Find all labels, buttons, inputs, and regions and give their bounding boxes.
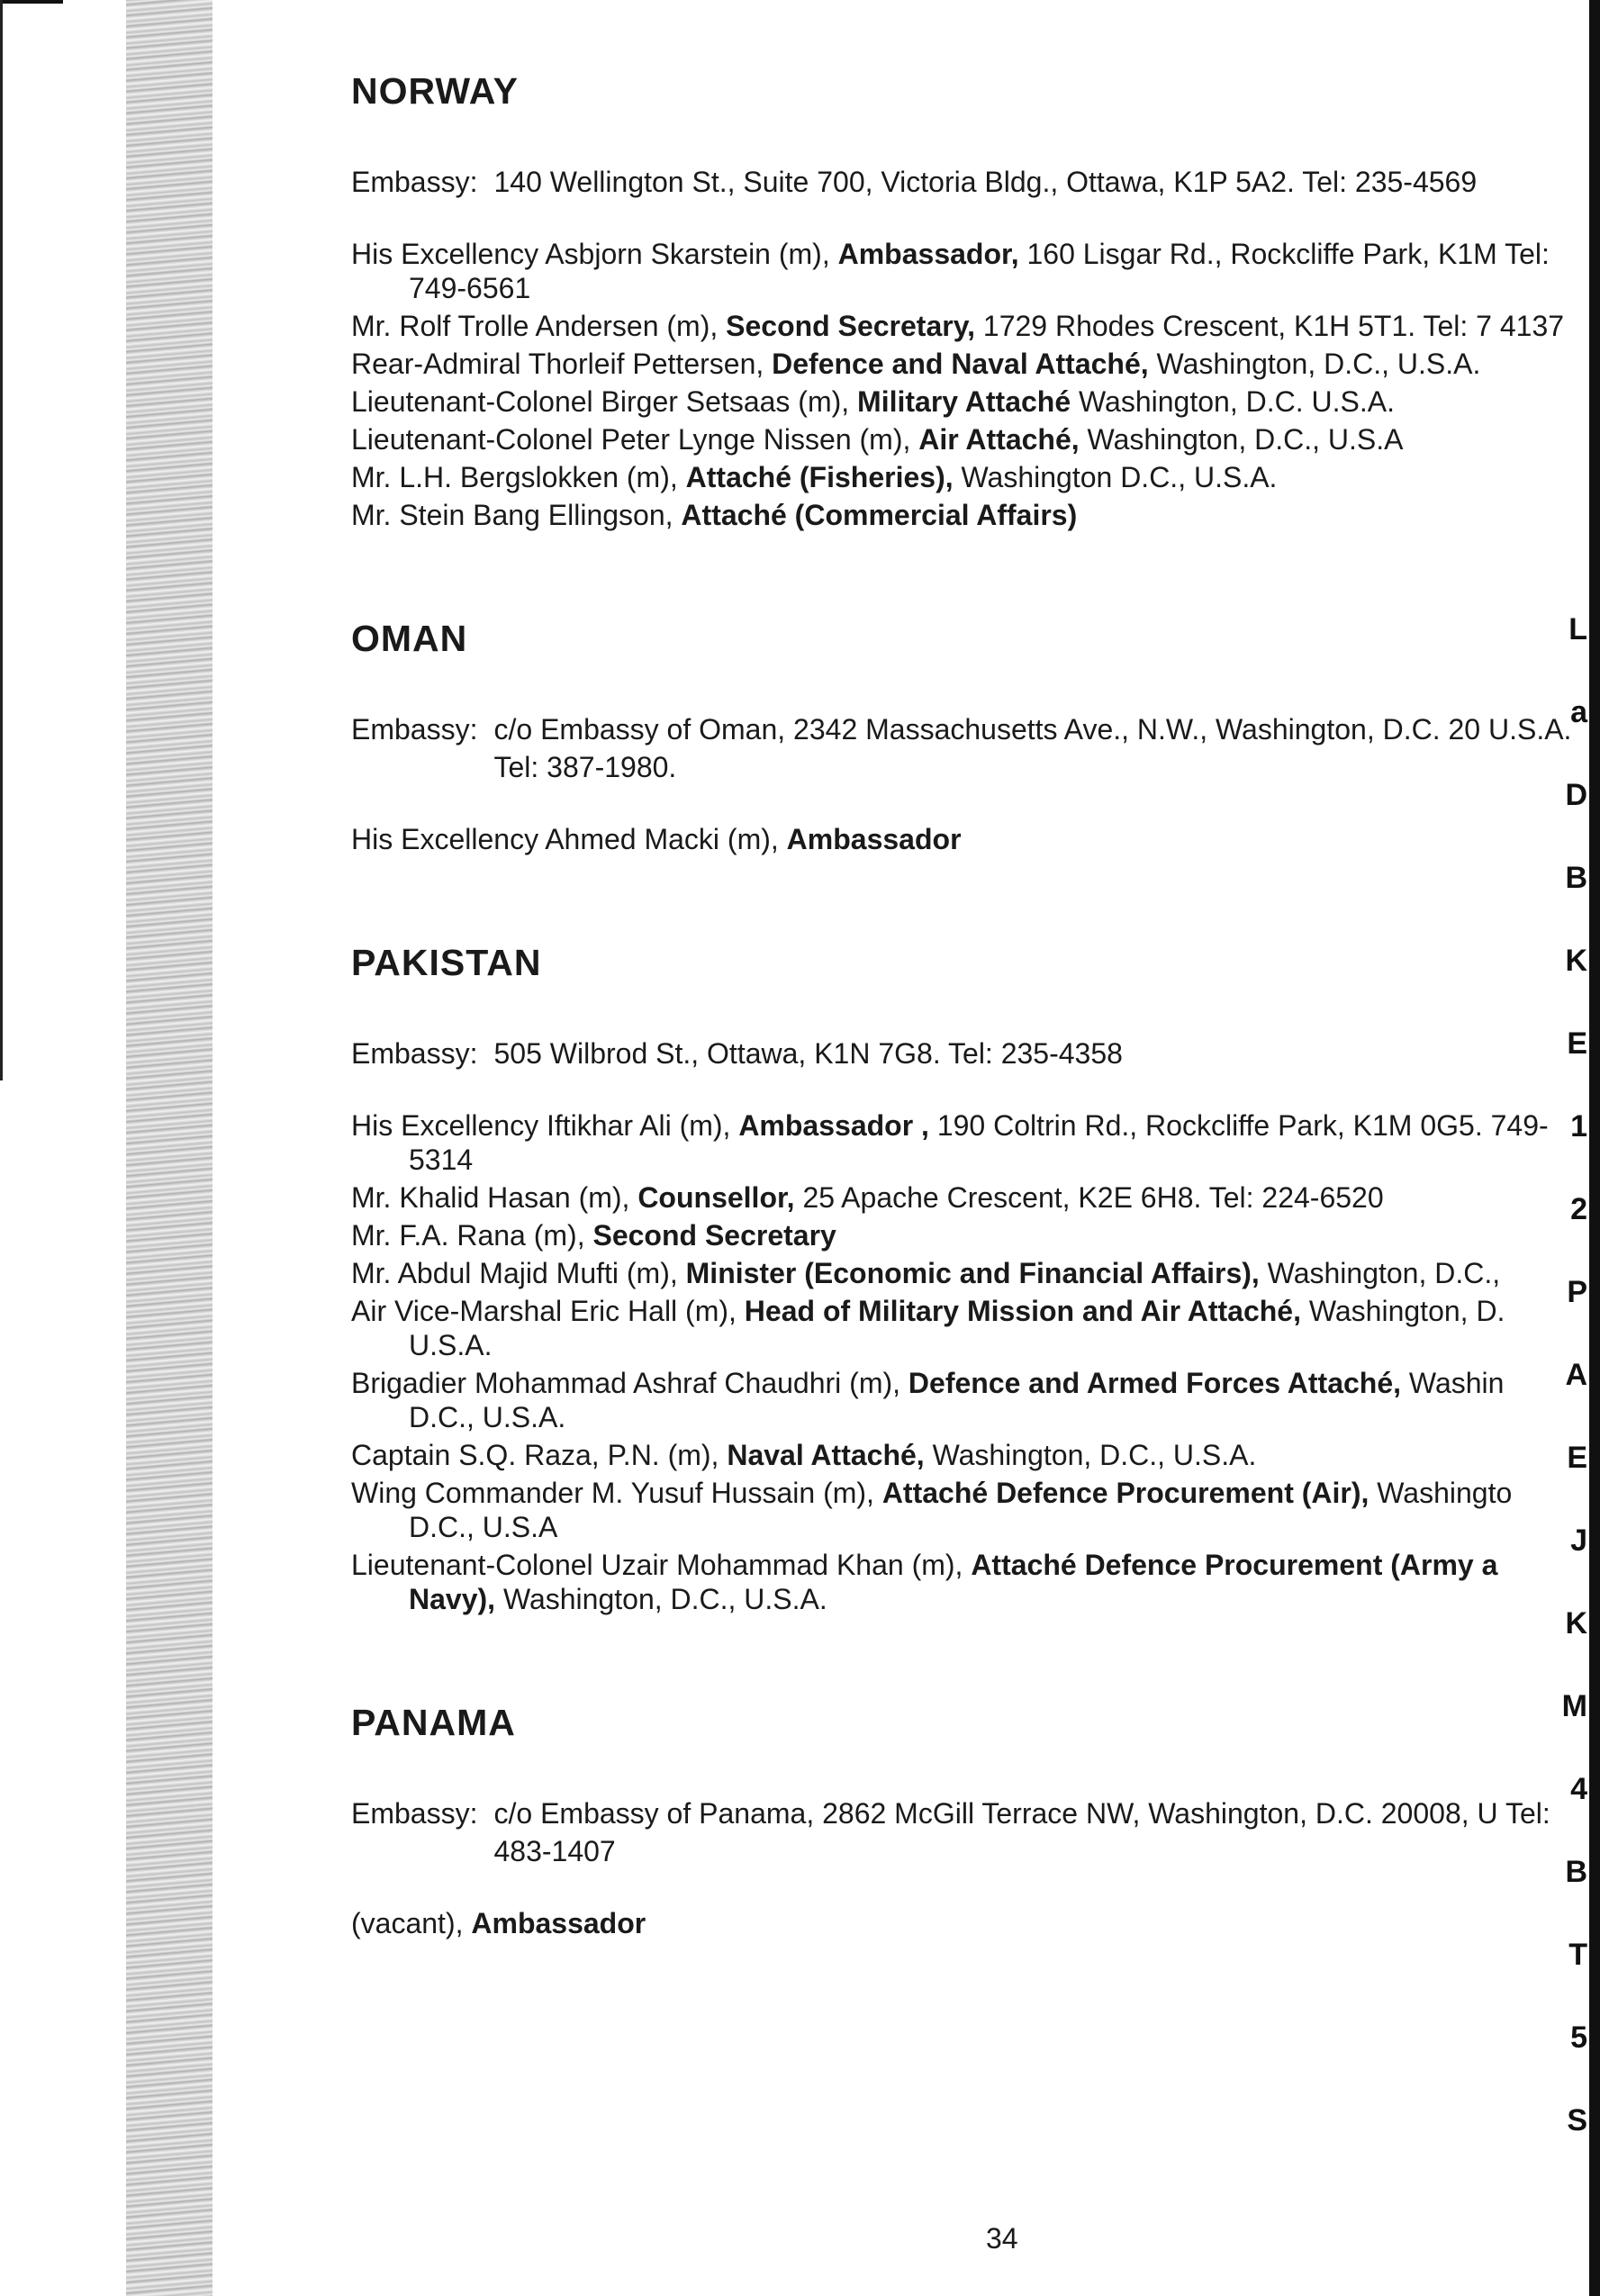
margin-fragment: B xyxy=(1565,1855,1587,1889)
embassy-label: Embassy: xyxy=(351,166,478,198)
section-pakistan xyxy=(351,942,1576,1616)
scanned-binding-edge xyxy=(126,0,212,2296)
margin-fragment: K xyxy=(1565,944,1587,978)
margin-fragment: a xyxy=(1570,695,1587,729)
staff-entry: Lieutenant-Colonel Peter Lynge Nissen (m), Air Attaché, Washington, D.C., U.S.A xyxy=(351,423,1404,456)
margin-fragment: 4 xyxy=(1570,1772,1587,1806)
country-heading: PAKISTAN xyxy=(351,942,542,983)
staff-entry: Wing Commander M. Yusuf Hussain (m), Attaché Defence Procurement (Air), Washingto D.C., U.S.A xyxy=(351,1477,1513,1543)
embassy-address: c/o Embassy of Oman, 2342 Massachusetts Ave., N.W., Washington, D.C. 20 U.S.A. Tel: 387-1980. xyxy=(493,713,1572,783)
embassy-line xyxy=(351,1794,1576,1870)
embassy-line xyxy=(351,710,1576,786)
staff-entry: Rear-Admiral Thorleif Pettersen, Defence and Naval Attaché, Washington, D.C., U.S.A. xyxy=(351,348,1481,380)
margin-fragment: K xyxy=(1565,1606,1587,1641)
embassy-line xyxy=(351,1035,1576,1072)
margin-fragment: P xyxy=(1567,1275,1587,1309)
embassy-label: Embassy: xyxy=(351,713,478,746)
staff-entry: His Excellency Iftikhar Ali (m), Ambassador , 190 Coltrin Rd., Rockcliffe Park, K1M 0G5. 749-5314 xyxy=(351,1109,1549,1176)
margin-fragment: 5 xyxy=(1570,2020,1587,2055)
country-heading: PANAMA xyxy=(351,1702,516,1743)
staff-entry: Mr. F.A. Rana (m), Second Secretary xyxy=(351,1219,836,1252)
country-heading: OMAN xyxy=(351,618,468,659)
page-content xyxy=(351,70,1576,2026)
embassy-label: Embassy: xyxy=(351,1797,478,1830)
embassy-line xyxy=(351,163,1576,201)
margin-fragment: A xyxy=(1565,1358,1587,1392)
margin-fragment: E xyxy=(1567,1026,1587,1061)
staff-entry: Captain S.Q. Raza, P.N. (m), Naval Attaché, Washington, D.C., U.S.A. xyxy=(351,1439,1257,1471)
scan-right-rule xyxy=(1589,0,1600,2296)
margin-fragment: J xyxy=(1570,1523,1587,1558)
scan-left-rule xyxy=(0,0,3,1080)
staff-entry: Mr. Stein Bang Ellingson, Attaché (Commercial Affairs) xyxy=(351,499,1078,531)
staff-entry: His Excellency Asbjorn Skarstein (m), Ambassador, 160 Lisgar Rd., Rockcliffe Park, K1M Tel: 749-6561 xyxy=(351,238,1550,304)
margin-fragment: S xyxy=(1567,2103,1587,2138)
section-norway xyxy=(351,70,1576,532)
embassy-address: 505 Wilbrod St., Ottawa, K1N 7G8. Tel: 235-4358 xyxy=(493,1037,1123,1070)
staff-list xyxy=(351,237,1576,532)
margin-fragment: 2 xyxy=(1570,1192,1587,1226)
staff-list xyxy=(351,1906,1576,1940)
staff-entry: Lieutenant-Colonel Birger Setsaas (m), Military Attaché Washington, D.C. U.S.A. xyxy=(351,385,1395,418)
staff-entry: (vacant), Ambassador xyxy=(351,1907,646,1939)
staff-entry: Mr. Abdul Majid Mufti (m), Minister (Economic and Financial Affairs), Washington, D.C., xyxy=(351,1257,1501,1289)
staff-entry: Lieutenant-Colonel Uzair Mohammad Khan (m), Attaché Defence Procurement (Army a Navy), Washington, D.C., U.S.A. xyxy=(351,1549,1498,1615)
section-panama xyxy=(351,1702,1576,1940)
margin-fragment: M xyxy=(1561,1689,1587,1723)
embassy-address: 140 Wellington St., Suite 700, Victoria Bldg., Ottawa, K1P 5A2. Tel: 235-4569 xyxy=(493,166,1478,198)
margin-fragment: T xyxy=(1568,1938,1587,1972)
staff-entry: Brigadier Mohammad Ashraf Chaudhri (m), Defence and Armed Forces Attaché, Washin D.C., U.S.A. xyxy=(351,1367,1505,1433)
staff-entry: Mr. L.H. Bergslokken (m), Attaché (Fisheries), Washington D.C., U.S.A. xyxy=(351,461,1278,493)
staff-entry: Mr. Khalid Hasan (m), Counsellor, 25 Apache Crescent, K2E 6H8. Tel: 224-6520 xyxy=(351,1181,1384,1214)
page-number: 34 xyxy=(986,2222,1018,2255)
margin-fragment: E xyxy=(1567,1441,1587,1475)
margin-fragment: D xyxy=(1565,778,1587,812)
margin-fragment: 1 xyxy=(1570,1109,1587,1143)
embassy-address: c/o Embassy of Panama, 2862 McGill Terrace NW, Washington, D.C. 20008, U Tel: 483-1407 xyxy=(493,1797,1550,1867)
staff-entry: Mr. Rolf Trolle Andersen (m), Second Secretary, 1729 Rhodes Crescent, K1H 5T1. Tel: 7 4137 xyxy=(351,310,1565,342)
staff-list xyxy=(351,1108,1576,1616)
country-heading: NORWAY xyxy=(351,70,519,112)
embassy-label: Embassy: xyxy=(351,1037,478,1070)
margin-fragment: L xyxy=(1568,612,1587,646)
staff-entry: His Excellency Ahmed Macki (m), Ambassador xyxy=(351,823,962,855)
scan-top-rule xyxy=(0,0,63,4)
staff-list xyxy=(351,822,1576,856)
staff-entry: Air Vice-Marshal Eric Hall (m), Head of Military Mission and Air Attaché, Washington, D. U.S.A. xyxy=(351,1295,1505,1361)
section-oman xyxy=(351,618,1576,856)
margin-fragment: B xyxy=(1565,861,1587,895)
